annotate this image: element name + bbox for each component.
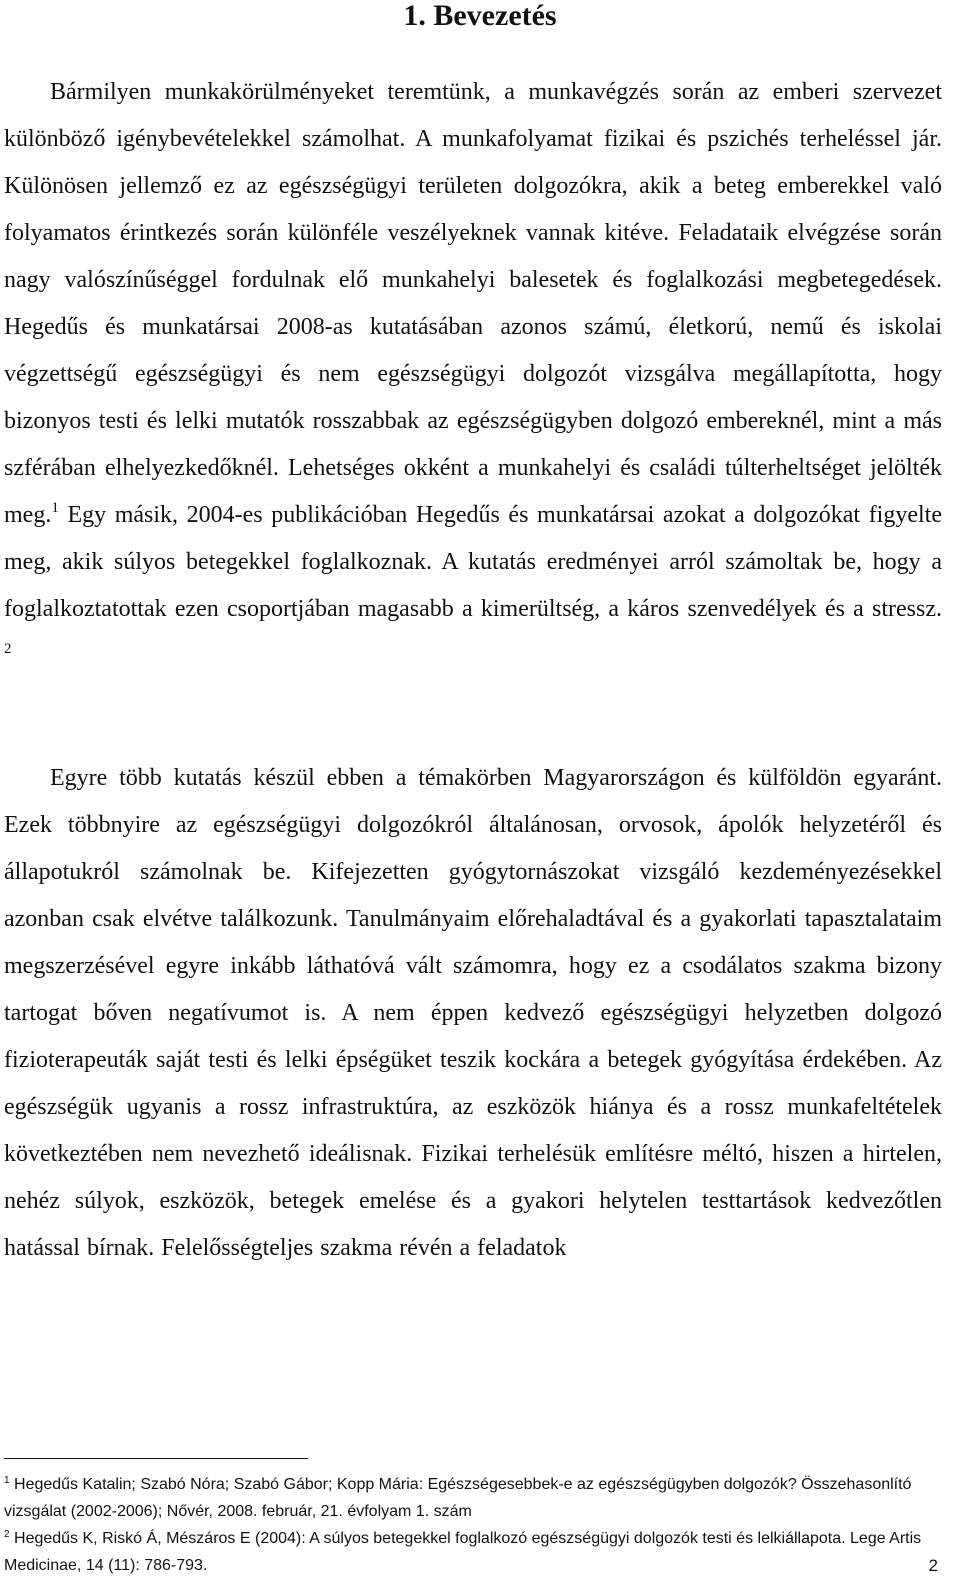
footnote-1-number: 1 [4, 1475, 10, 1486]
body-paragraph-1 [4, 69, 942, 680]
section-heading: 1. Bevezetés [403, 0, 557, 32]
paragraph-1-text-part-2: Egy másik, 2004-es publikációban Hegedűs és munkatársai azokat a dolgozókat figyelte meg, akik súlyos betegekkel foglalkoznak. A kutatás eredményei arról számoltak be, hogy a foglalkoztatottak ezen csoportjában magasabb a kimerültség, a káros szenvedélyek és a stressz. [4, 502, 942, 622]
footnote-1-text: Hegedűs Katalin; Szabó Nóra; Szabó Gábor; Kopp Mária: Egészségesebbek-e az egészségügyben dolgozók? Összehasonlító vizsgálat (2002-2006); Nővér, 2008. február, 21. évfolyam 1. szám [4, 1476, 912, 1520]
footnote-reference-1[interactable]: 1 [51, 500, 59, 516]
paragraph-2-text: Egyre több kutatás készül ebben a témakörben Magyarországon és külföldön egyaránt. Ezek többnyire az egészségügyi dolgozókról általánosan, orvosok, ápolók helyzetéről és állapotukról számolnak be. Kifejezetten gyógytornászokat vizsgáló kezdeményezésekkel azonban csak elvétve találkozunk. Tanulmányaim előrehaladtával és a gyakorlati tapasztalataim megszerzésével egyre inkább láthatóvá vált számomra, hogy ez a csodálatos szakma bizony tartogat bőven negatívumot is. A nem éppen kedvező egészségügyi helyzetben dolgozó fizioterapeuták saját testi és lelki épségüket teszik kockára a betegek gyógyítása érdekében. Az egészségük ugyanis a rossz infrastruktúra, az eszközök hiánya és a rossz munkafeltételek következtében nem nevezhető ideálisnak. Fizikai terhelésük említésre méltó, hiszen a hirtelen, nehéz súlyok, eszközök, betegek emelése és a gyakori helytelen testtartások kedvezőtlen hatással bírnak. Felelősségteljes szakma révén a feladatok [4, 765, 942, 1261]
body-paragraph-2 [4, 755, 942, 1272]
paragraph-1-text-part-1: Bármilyen munkakörülményeket teremtünk, a munkavégzés során az emberi szervezet különböző igénybevételekkel számolhat. A munkafolyamat fizikai és pszichés terheléssel jár. Különösen jellemző ez az egészségügyi területen dolgozókra, akik a beteg emberekkel való folyamatos érintkezés során különféle veszélyeknek vannak kitéve. Feladataik elvégzése során nagy valószínűséggel fordulnak elő munkahelyi balesetek és foglalkozási megbetegedések. Hegedűs és munkatársai 2008-as kutatásában azonos számú, életkorú, nemű és iskolai végzettségű egészségügyi és nem egészségügyi dolgozót vizsgálva megállapította, hogy bizonyos testi és lelki mutatók rosszabbak az egészségügyben dolgozó embereknél, mint a más szférában elhelyezkedőknél. Lehetséges okként a munkahelyi és családi túlterheltséget jelölték meg. [4, 79, 942, 528]
footnote-2 [4, 1525, 944, 1579]
footnote-1 [4, 1471, 944, 1525]
page-number: 2 [928, 1556, 938, 1575]
footnote-reference-2[interactable]: 2 [4, 641, 12, 657]
footnote-2-text: Hegedűs K, Riskó Á, Mészáros E (2004): A súlyos betegekkel foglalkozó egészségügyi dolgozók testi és lelkiállapota. Lege Artis Medicinae, 14 (11): 786-793. [4, 1530, 922, 1574]
footnote-2-number: 2 [4, 1529, 10, 1540]
footnotes [4, 1471, 944, 1579]
footnote-separator [4, 1458, 308, 1459]
